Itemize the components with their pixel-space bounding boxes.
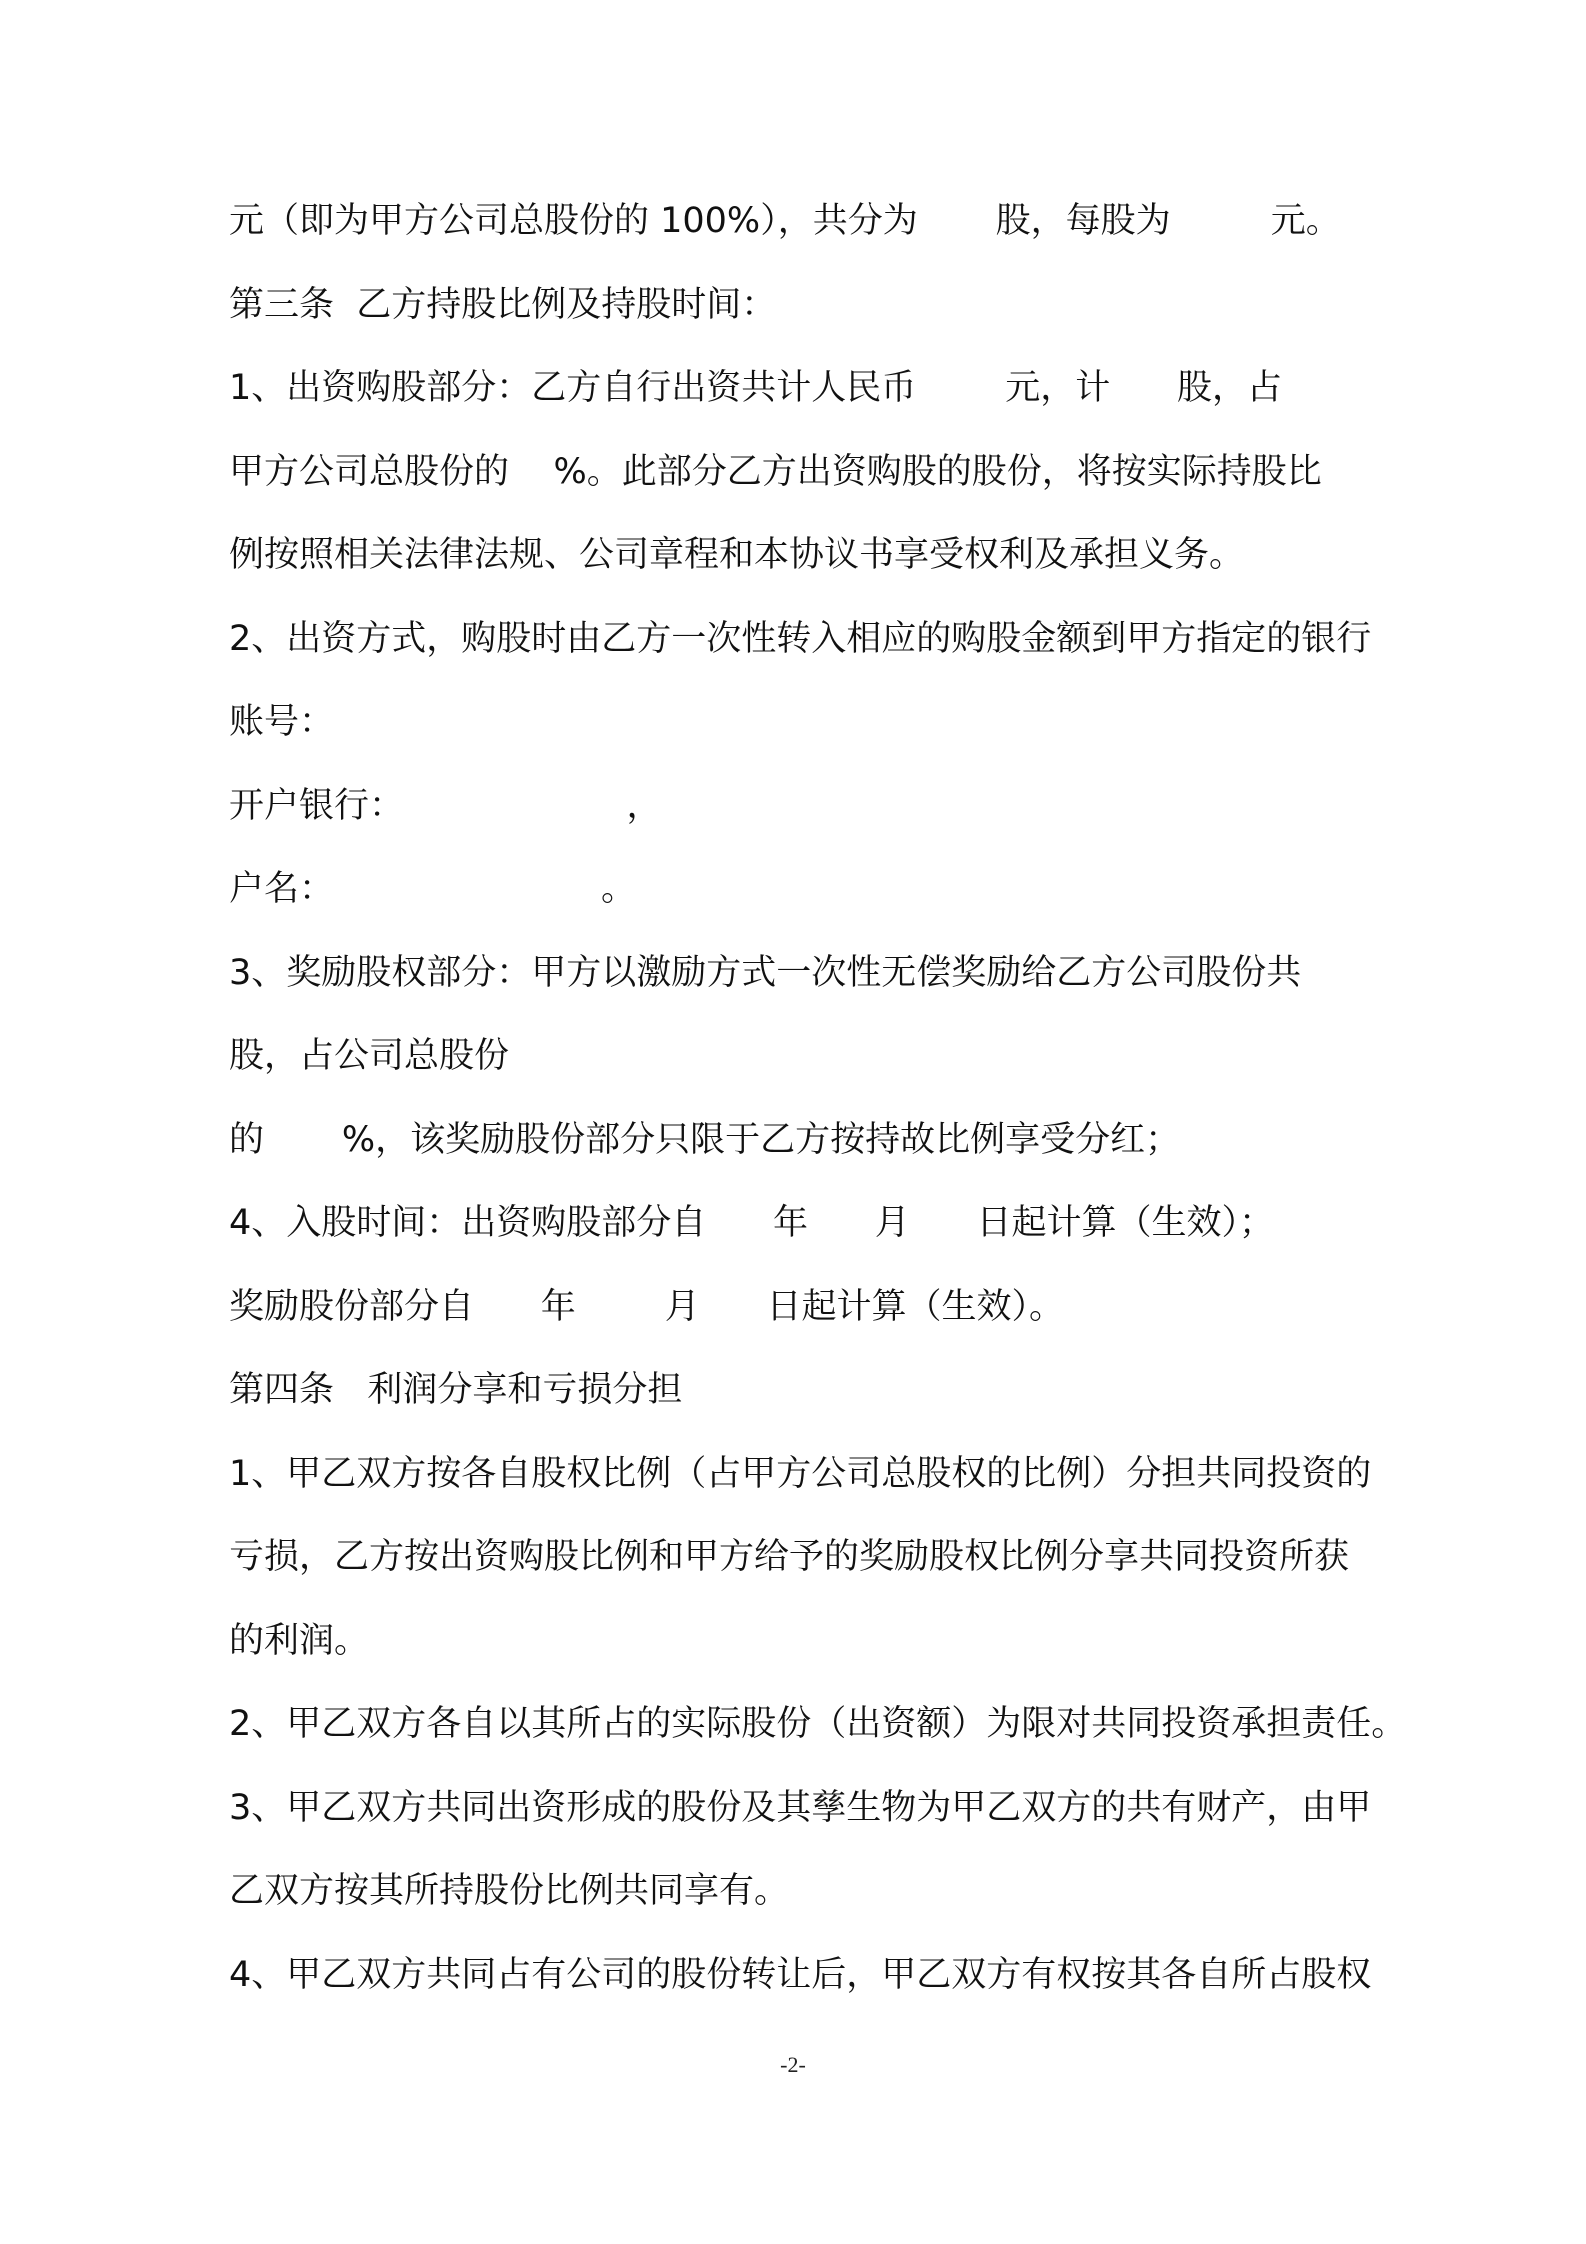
section-heading: 第三条 乙方持股比例及持股时间： [229, 285, 777, 325]
text-line: 3、奖励股权部分：甲方以激励方式一次性无偿奖励给乙方公司股份共 [229, 953, 1302, 993]
text-line: 1、甲乙双方按各自股权比例（占甲方公司总股权的比例）分担共同投资的 [229, 1454, 1372, 1494]
text-line: 开户银行： ， [229, 786, 662, 826]
text-line: 3、甲乙双方共同出资形成的股份及其孳生物为甲乙双方的共有财产，由甲 [229, 1788, 1372, 1828]
text-line: 例按照相关法律法规、公司章程和本协议书享受权利及承担义务。 [229, 535, 1245, 575]
text-line: 元（即为甲方公司总股份的 100%），共分为 股，每股为 元。 [229, 201, 1341, 241]
page-number: -2- [780, 2052, 806, 2077]
text-line: 1、出资购股部分：乙方自行出资共计人民币 元，计 股，占 [229, 368, 1283, 408]
section-heading: 第四条 利润分享和亏损分担 [229, 1370, 683, 1410]
text-line: 账号： [229, 702, 335, 742]
text-line: 4、甲乙双方共同占有公司的股份转让后，甲乙双方有权按其各自所占股权 [229, 1955, 1372, 1995]
text-line: 股，占公司总股份 [229, 1036, 510, 1076]
text-line: 奖励股份部分自 年 月 日起计算（生效）。 [229, 1287, 1065, 1327]
text-line: 户名： 。 [229, 869, 637, 909]
text-line: 2、甲乙双方各自以其所占的实际股份（出资额）为限对共同投资承担责任。 [229, 1704, 1407, 1744]
text-line: 2、出资方式，购股时由乙方一次性转入相应的购股金额到甲方指定的银行 [229, 619, 1372, 659]
text-line: 亏损，乙方按出资购股比例和甲方给予的奖励股权比例分享共同投资所获 [229, 1537, 1350, 1577]
text-line: 的 %，该奖励股份部分只限于乙方按持故比例享受分红； [229, 1120, 1181, 1160]
text-line: 4、入股时间：出资购股部分自 年 月 日起计算（生效）； [229, 1203, 1275, 1243]
text-line: 甲方公司总股份的 %。此部分乙方出资购股的股份，将按实际持股比 [229, 452, 1322, 492]
text-line: 乙双方按其所持股份比例共同享有。 [229, 1871, 790, 1911]
text-line: 的利润。 [229, 1621, 370, 1661]
